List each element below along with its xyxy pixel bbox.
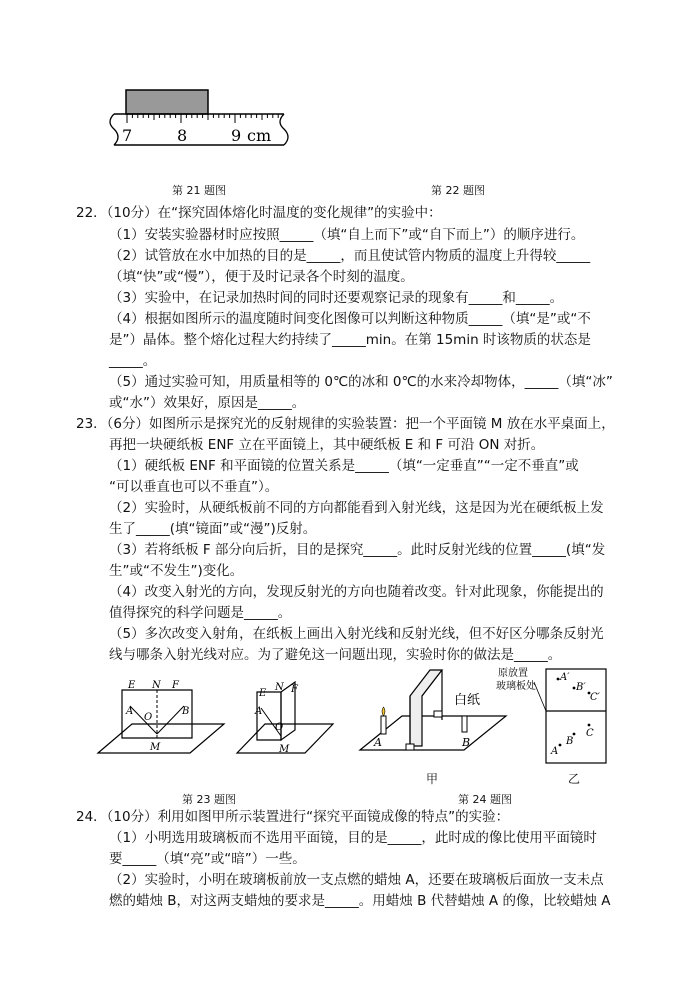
q22-line: （2）试管放在水中加热的目的是_____，而且使试管内物质的温度上升得较_____ <box>109 248 591 264</box>
q22-line: （4）根据如图所示的温度随时间变化图像可以判断这种物质_____（填“是”或“不 <box>109 311 591 327</box>
ruler-figure <box>100 85 300 150</box>
q24-line: （1）小明选用玻璃板而不选用平面镜，目的是_____，此时成的像比使用平面镜时 <box>109 830 597 846</box>
q23-line: 线与哪条入射光线对应。为了避免这一问题出现，实验时你的做法是_____。 <box>109 647 562 663</box>
q22-line: （5）通过实验可知，用质量相等的 0℃的冰和 0℃的水来冷却物体，_____（填“冰” <box>109 374 613 390</box>
letter-E: E <box>128 680 136 691</box>
q23-head: 23．（6分）如图所示是探究光的反射规律的实验装置：把一个平面镜 M 放在水平桌面上， <box>76 416 615 432</box>
q24-line: 要_____（填“亮”或“暗”）一些。 <box>109 851 306 867</box>
q22-line: 是”）晶体。整个熔化过程大约持续了_____min。在第 15min 时该物质的状态是 <box>109 332 591 348</box>
letter-M: M <box>150 742 161 753</box>
fig23-folded-board <box>235 680 335 760</box>
ruler-tick-label: 8 <box>177 126 188 145</box>
letter-N: N <box>275 682 284 693</box>
q23-line: （1）硬纸板 ENF 和平面镜的位置关系是_____（填“一定垂直”“一定不垂直”或 <box>109 458 579 474</box>
letter-Bp: B′ <box>576 682 586 693</box>
letter-E: E <box>259 688 267 699</box>
letter-F: F <box>172 680 179 691</box>
caption-yi: 乙 <box>568 772 581 786</box>
letter-F: F <box>291 684 298 695</box>
letter-O: O <box>144 712 153 723</box>
letter-A: A <box>551 746 559 757</box>
ruler-unit: cm <box>247 126 272 145</box>
glass-label-2: 玻璃板处 <box>496 681 536 692</box>
ruler-tick-label: 7 <box>122 126 133 145</box>
q22-line: （填“快”或“慢”），便于及时记录各个时刻的温度。 <box>109 269 414 285</box>
q23-line: （2）实验时，从硬纸板前不同的方向都能看到入射光线，这是因为光在硬纸板上发 <box>109 500 604 516</box>
q23-line: （3）若将纸板 F 部分向后折，目的是探究_____。此时反射光线的位置_____(填“发 <box>109 542 606 558</box>
q23-line: 值得探究的科学问题是_____。 <box>109 605 292 621</box>
caption-jia: 甲 <box>426 772 439 786</box>
q23-line: 生”或“不发生”)变化。 <box>109 563 244 579</box>
letter-A: A <box>126 706 134 717</box>
fig24-jia-setup <box>358 666 508 758</box>
q24-head: 24．（10分）利用如图甲所示装置进行“探究平面镜成像的特点”的实验： <box>76 809 510 825</box>
glass-label-1: 原放置 <box>498 668 528 679</box>
letter-B: B <box>566 736 574 747</box>
fig24-yi-positions <box>496 664 612 764</box>
letter-C: C <box>586 728 594 739</box>
q23-line: （5）多次改变入射角，在纸板上画出入射光线和反射光线，但不好区分哪条反射光 <box>109 626 604 642</box>
q23-head-cont: 再把一块硬纸板 ENF 立在平面镜上，其中硬纸板 E 和 F 可沿 ON 对折。 <box>109 437 545 453</box>
q22-head: 22．（10分）在“探究固体熔化时温度的变化规律”的实验中： <box>76 205 442 221</box>
letter-Cp: C′ <box>590 692 600 703</box>
caption-q23: 第 23 题图 <box>182 793 236 806</box>
paper-label: 白纸 <box>454 693 481 708</box>
q23-line: 生了_____(填“镜面”或“漫”)反射。 <box>109 521 317 537</box>
q24-line: （2）实验时，小明在玻璃板前放一支点燃的蜡烛 A，还要在玻璃板后面放一支未点 <box>109 872 604 888</box>
caption-q21: 第 21 题图 <box>172 184 226 197</box>
letter-Ap: A′ <box>560 672 570 683</box>
q23-line: （4）改变入射光的方向，发现反射光的方向也随着改变。针对此现象，你能提出的 <box>109 584 604 600</box>
caption-q24: 第 24 题图 <box>458 793 512 806</box>
q22-line: _____。 <box>109 353 157 369</box>
letter-A: A <box>255 706 263 717</box>
letter-A: A <box>374 736 382 749</box>
letter-M: M <box>279 744 290 755</box>
q22-line: 或“水”）效果好，原因是_____。 <box>109 395 306 411</box>
letter-N: N <box>152 680 161 691</box>
q24-line: 燃的蜡烛 B，对这两支蜡烛的要求是_____。用蜡烛 B 代替蜡烛 A 的像，比较蜡烛 A <box>109 893 611 909</box>
letter-O: O <box>275 722 284 733</box>
ruler-tick-label: 9 <box>231 126 242 145</box>
q22-line: （1）安装实验器材时应按照_____（填“自上而下”或“自下而上”）的顺序进行。 <box>109 227 585 243</box>
letter-B: B <box>182 706 190 717</box>
q22-line: （3）实验中，在记录加热时间的同时还要观察记录的现象有_____和_____。 <box>109 290 564 306</box>
letter-B: B <box>462 736 471 749</box>
fig23-flat-board <box>96 680 226 760</box>
caption-q22: 第 22 题图 <box>431 184 485 197</box>
q23-line: “可以垂直也可以不垂直”）。 <box>109 479 279 495</box>
